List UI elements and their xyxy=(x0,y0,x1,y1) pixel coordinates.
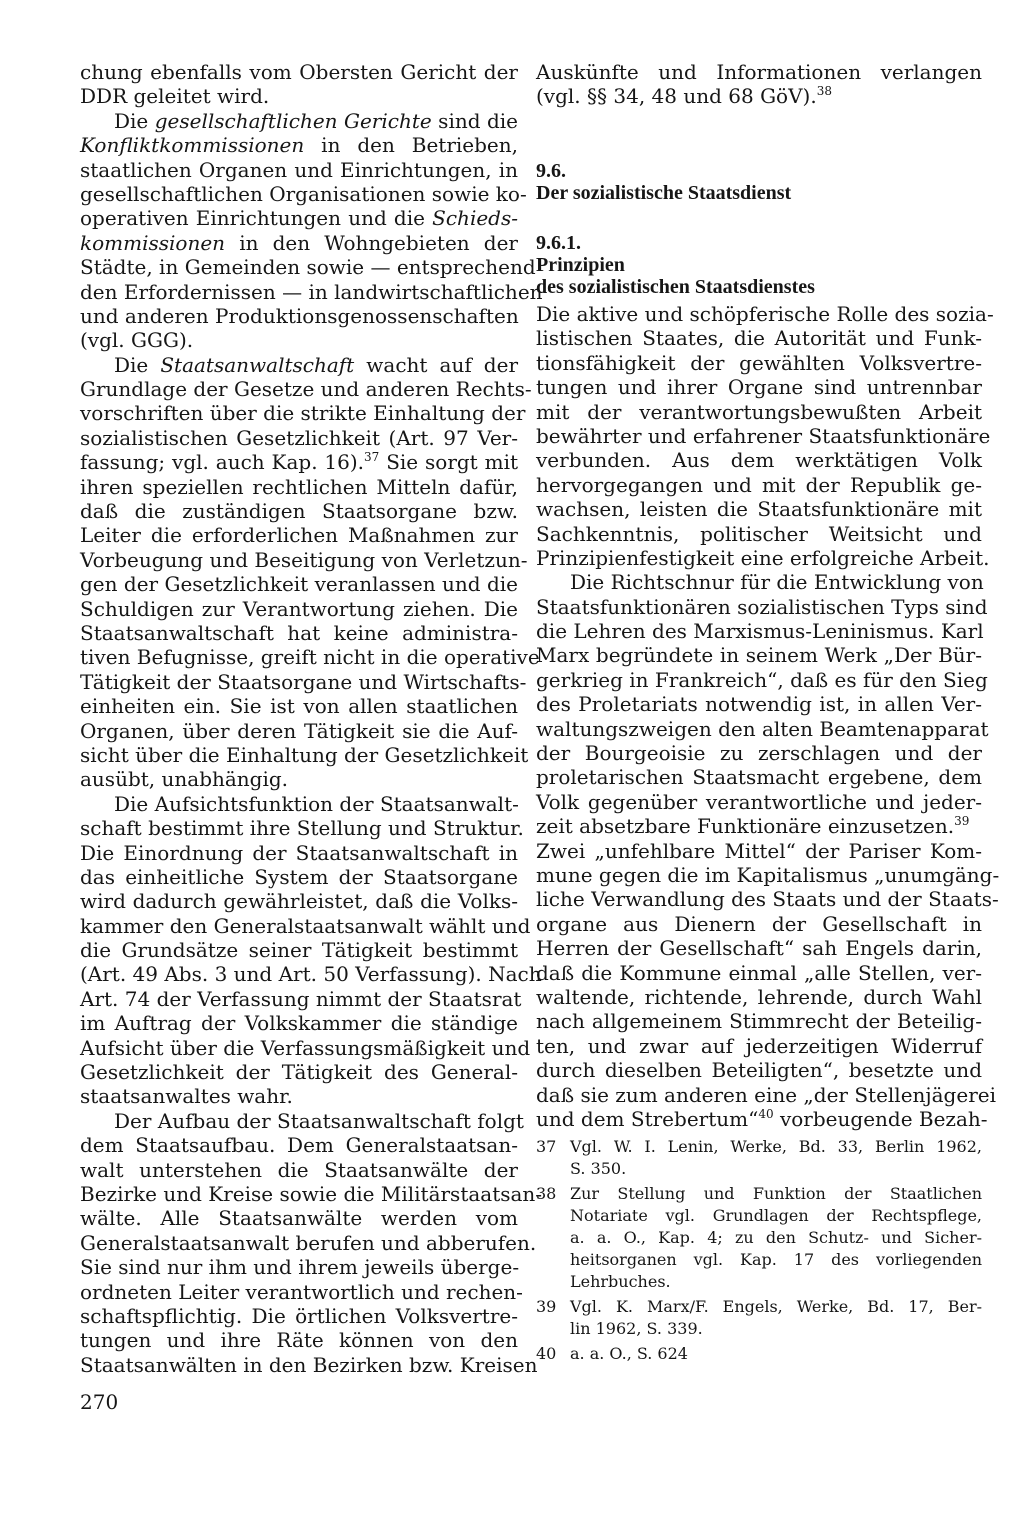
text-line: zeit absetzbare Funktionäre einzusetzen.$^{39}$ xyxy=(536,814,970,839)
footnote-line: a. a. O., Kap. 4; zu den Schutz- und Sicher- xyxy=(570,1228,982,1247)
text-line: (Art. 49 Abs. 3 und Art. 50 Verfassung). Nach xyxy=(80,962,542,987)
footnote-line: Lehrbuches. xyxy=(570,1272,671,1291)
footnote-number: 39 xyxy=(536,1297,557,1316)
text-line: vorschriften über die strikte Einhaltung der xyxy=(80,401,526,426)
text-line: Aufsicht über die Verfassungsmäßigkeit und xyxy=(80,1035,531,1060)
section-number: 9.6. xyxy=(536,160,566,182)
text-line: Sachkenntnis, politischer Weitsicht und xyxy=(536,521,982,546)
text-line: Prinzipienfestigkeit eine erfolgreiche Arbeit. xyxy=(536,545,990,570)
text-line: gen der Gesetzlichkeit veranlassen und die xyxy=(80,572,518,597)
text-line: Volk gegenüber verantwortliche und jeder- xyxy=(536,789,982,814)
text-line: Generalstaatsanwalt berufen und abberufen. xyxy=(80,1230,537,1255)
subsection-title-line-1: Prinzipien xyxy=(536,254,625,276)
text-line: tionsfähigkeit der gewählten Volksvertre- xyxy=(536,350,982,375)
text-line: daß die Kommune einmal „alle Stellen, ver- xyxy=(536,960,982,985)
text-line: operativen Einrichtungen und die Schieds- xyxy=(80,206,518,231)
text-line: Städte, in Gemeinden sowie — entsprechend xyxy=(80,255,536,280)
text-line: Die Richtschnur für die Entwicklung von xyxy=(570,570,984,595)
text-line: Bezirke und Kreise sowie die Militärstaatsan- xyxy=(80,1181,543,1206)
text-line: Der Aufbau der Staatsanwaltschaft folgt xyxy=(114,1108,524,1133)
text-line: walt unterstehen die Staatsanwälte der xyxy=(80,1157,518,1182)
text-line: Sie sind nur ihm und ihrem jeweils überge- xyxy=(80,1255,520,1280)
text-line: Die Einordnung der Staatsanwaltschaft in xyxy=(80,840,518,865)
footnote-number: 40 xyxy=(536,1344,557,1363)
text-line: staatsanwaltes wahr. xyxy=(80,1084,293,1109)
footnote xyxy=(536,1136,982,1180)
footnote-line: S. 350. xyxy=(570,1159,627,1178)
text-line: Auskünfte und Informationen verlangen xyxy=(536,60,982,84)
footnote-line: lin 1962, S. 339. xyxy=(570,1319,703,1338)
text-line: den Erfordernissen — in landwirtschaftlichen xyxy=(80,279,543,304)
text-line: Die Aufsichtsfunktion der Staatsanwalt- xyxy=(114,791,519,816)
text-line: das einheitliche System der Staatsorgane xyxy=(80,864,518,889)
text-line: ordneten Leiter verantwortlich und rechen- xyxy=(80,1279,523,1304)
text-line: und dem Strebertum“$^{40}$ vorbeugende Bezah- xyxy=(536,1106,988,1131)
text-line: verbunden. Aus dem werktätigen Volk xyxy=(536,448,982,473)
text-line: (vgl. §§ 34, 48 und 68 GöV).$^{38}$ xyxy=(536,84,832,109)
footnote-number: 38 xyxy=(536,1184,557,1203)
text-line: Die aktive und schöpferische Rolle des sozia- xyxy=(536,302,994,326)
text-line: Staatsanwaltschaft hat keine administra- xyxy=(80,620,518,645)
text-line: der Bourgeoisie zu zerschlagen und der xyxy=(536,741,982,766)
footnote xyxy=(536,1296,982,1340)
text-line: Organen, über deren Tätigkeit sie die Auf- xyxy=(80,718,518,743)
text-line: (vgl. GGG). xyxy=(80,328,194,353)
text-line: durch dieselben Beteiligten“, besetzte und xyxy=(536,1058,982,1083)
text-line: Tätigkeit der Staatsorgane und Wirtschafts- xyxy=(80,669,527,694)
text-line: mit der verantwortungsbewußten Arbeit xyxy=(536,399,982,424)
text-line: Schuldigen zur Verantwortung ziehen. Die xyxy=(80,596,518,621)
text-line: wird dadurch gewährleistet, daß die Volks- xyxy=(80,889,518,914)
text-line: nach allgemeinem Stimmrecht der Beteilig- xyxy=(536,1009,982,1034)
text-line: Herren der Gesellschaft“ sah Engels darin, xyxy=(536,936,982,961)
text-line: kammer den Generalstaatsanwalt wählt und xyxy=(80,913,531,938)
text-line: des Proletariats notwendig ist, in allen Ver- xyxy=(536,692,982,717)
footnote-line: Zur Stellung und Funktion der Staatlichen xyxy=(570,1184,982,1203)
text-line: die Lehren des Marxismus-Leninismus. Karl xyxy=(536,619,984,644)
left-column xyxy=(80,60,543,1377)
text-line: staatlichen Organen und Einrichtungen, in xyxy=(80,157,518,182)
section-heading xyxy=(536,160,982,204)
subsection-heading xyxy=(536,232,982,298)
text-line: dem Staatsaufbau. Dem Generalstaatsan- xyxy=(80,1133,518,1158)
footnote-line: a. a. O., S. 624 xyxy=(570,1344,688,1363)
subsection-title-line-2: des sozialistischen Staatsdienstes xyxy=(536,276,815,298)
text-line: sicht über die Einhaltung der Gesetzlichkeit xyxy=(80,742,529,767)
text-line: wachsen, leisten die Staatsfunktionäre mit xyxy=(536,497,982,522)
text-line: Die gesellschaftlichen Gerichte sind die xyxy=(114,108,519,133)
text-line: daß die zuständigen Staatsorgane bzw. xyxy=(80,499,518,524)
footnote xyxy=(536,1183,982,1293)
page-number: 270 xyxy=(80,1390,119,1414)
text-line: gerkrieg in Frankreich“, daß es für den Sieg xyxy=(536,667,988,692)
text-line: waltungszweigen den alten Beamtenapparat xyxy=(536,716,989,741)
text-line: proletarischen Staatsmacht ergebene, dem xyxy=(536,765,982,790)
text-line: waltende, richtende, lehrende, durch Wahl xyxy=(536,984,982,1009)
right-column-top xyxy=(536,60,982,109)
text-line: Marx begründete in seinem Werk „Der Bür- xyxy=(536,643,982,668)
text-line: tungen und ihre Räte können von den xyxy=(80,1328,518,1353)
text-line: einheiten ein. Sie ist von allen staatlichen xyxy=(80,694,518,719)
section-title: Der sozialistische Staatsdienst xyxy=(536,182,792,204)
right-column-body xyxy=(536,302,1000,1131)
text-line: gesellschaftlichen Organisationen sowie ko- xyxy=(80,181,527,206)
text-line: Leiter die erforderlichen Maßnahmen zur xyxy=(80,523,518,548)
text-line: mune gegen die im Kapitalismus „unumgäng- xyxy=(536,862,1000,887)
text-line: daß sie zum anderen eine „der Stellenjägerei xyxy=(536,1082,996,1107)
text-line: fassung; vgl. auch Kap. 16).$^{37}$ Sie sorgt mit xyxy=(80,450,518,475)
text-line: chung ebenfalls vom Obersten Gericht der xyxy=(80,60,518,84)
text-line: Gesetzlichkeit der Tätigkeit des General- xyxy=(80,1060,518,1085)
text-line: organe aus Dienern der Gesellschaft in xyxy=(536,911,982,936)
subsection-number: 9.6.1. xyxy=(536,232,581,254)
footnote-line: heitsorganen vgl. Kap. 17 des vorliegenden xyxy=(570,1250,982,1269)
footnote-line: Notariate vgl. Grundlagen der Rechtspflege, xyxy=(570,1206,982,1225)
footnote-number: 37 xyxy=(536,1137,557,1156)
text-line: im Auftrag der Volkskammer die ständige xyxy=(80,1011,518,1036)
text-line: DDR geleitet wird. xyxy=(80,84,270,109)
text-line: Art. 74 der Verfassung nimmt der Staatsrat xyxy=(80,986,522,1011)
text-line: ausübt, unabhängig. xyxy=(80,767,289,792)
text-line: schaftspflichtig. Die örtlichen Volksvertre- xyxy=(80,1303,518,1328)
text-line: kommissionen in den Wohngebieten der xyxy=(80,230,518,255)
text-line: tungen und ihrer Organe sind untrennbar xyxy=(536,375,982,400)
footnotes xyxy=(536,1136,982,1368)
text-line: und anderen Produktionsgenossenschaften xyxy=(80,303,519,328)
text-line: Konfliktkommissionen in den Betrieben, xyxy=(80,133,518,158)
text-line: wälte. Alle Staatsanwälte werden vom xyxy=(80,1206,518,1231)
text-line: ihren speziellen rechtlichen Mitteln dafür, xyxy=(80,474,518,499)
footnote-line: Vgl. W. I. Lenin, Werke, Bd. 33, Berlin 1962, xyxy=(570,1137,982,1156)
text-line: Die Staatsanwaltschaft wacht auf der xyxy=(114,352,519,377)
text-line: sozialistischen Gesetzlichkeit (Art. 97 Ver- xyxy=(80,425,518,450)
text-line: schaft bestimmt ihre Stellung und Struktur. xyxy=(80,816,524,841)
footnote-line: Vgl. K. Marx/F. Engels, Werke, Bd. 17, Ber- xyxy=(570,1297,982,1316)
text-line: tiven Befugnisse, greift nicht in die operative xyxy=(80,645,540,670)
text-line: hervorgegangen und mit der Republik ge- xyxy=(536,472,982,497)
text-line: liche Verwandlung des Staats und der Staats- xyxy=(536,887,999,912)
footnote xyxy=(536,1343,982,1365)
text-line: Grundlage der Gesetze und anderen Rechts- xyxy=(80,377,532,402)
text-line: Staatsfunktionären sozialistischen Typs sind xyxy=(536,594,988,619)
text-line: Vorbeugung und Beseitigung von Verletzun- xyxy=(80,547,528,572)
text-line: ten, und zwar auf jederzeitigen Widerruf xyxy=(536,1033,982,1058)
text-line: Zwei „unfehlbare Mittel“ der Pariser Kom- xyxy=(536,838,982,863)
text-line: die Grundsätze seiner Tätigkeit bestimmt xyxy=(80,938,518,963)
text-line: listischen Staates, die Autorität und Funk- xyxy=(536,326,982,351)
text-line: bewährter und erfahrener Staatsfunktionäre xyxy=(536,423,991,448)
text-line: Staatsanwälten in den Bezirken bzw. Kreisen xyxy=(80,1352,538,1377)
